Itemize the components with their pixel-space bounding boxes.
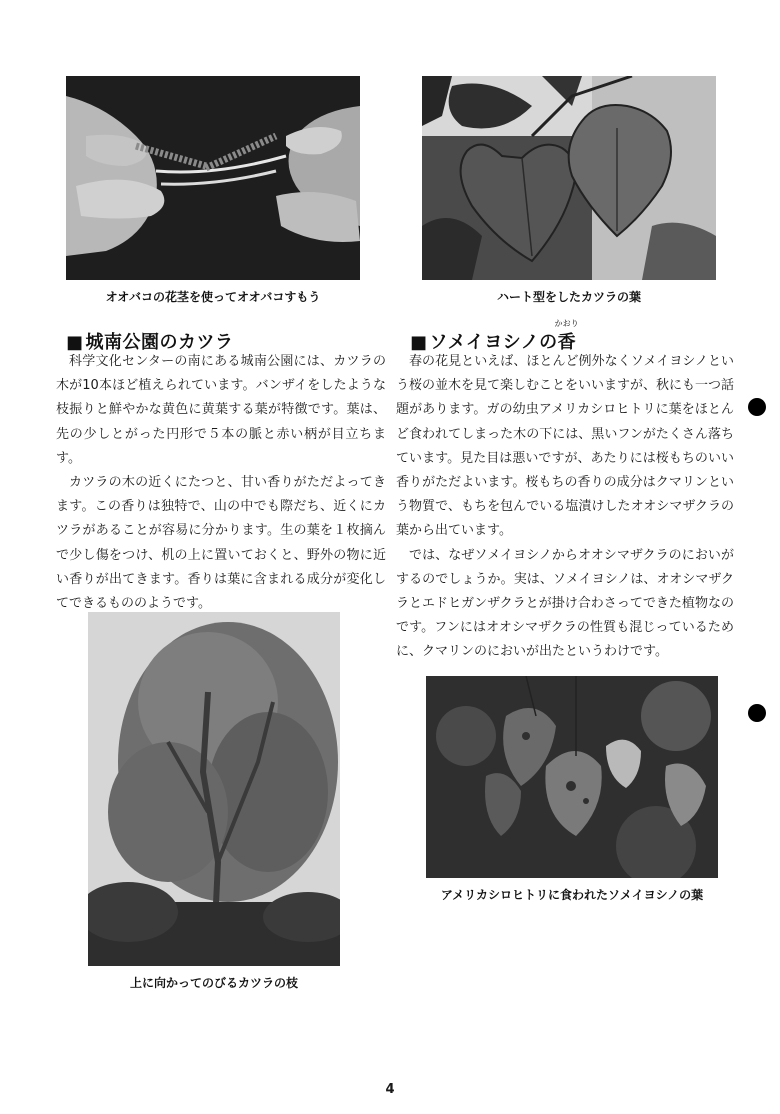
article-paragraph: カツラの木の近くにたつと、甘い香りがただよってきます。この香りは独特で、山の中でも際だち、近くにカツラがあることが容易に分かります。生の葉を１枚摘んで少し傷をつけ、机の上に置いておくと、野外の物に近い香りが出てきます。香りは葉に含まれる成分が変化してできるもののようです。 xyxy=(56,475,386,612)
somei-yoshino-article xyxy=(396,350,734,665)
katsura-leaf-caption: ハート型をしたカツラの葉 xyxy=(496,290,641,304)
heading-text: 城南公園のカツラ xyxy=(85,332,234,353)
heading-square-icon: ■ xyxy=(410,332,428,353)
jonan-park-katsura-article xyxy=(56,350,386,616)
heading-kanji: 香 xyxy=(557,332,577,353)
plantain-sumo-caption: オオバコの花茎を使ってオオバコすもう xyxy=(105,290,321,304)
katsura-leaf-photo xyxy=(422,76,716,280)
margin-dot xyxy=(748,704,766,722)
margin-dot xyxy=(748,398,766,416)
article-paragraph: 春の花見といえば、ほとんど例外なくソメイヨシノという桜の並木を見て楽しむことをいいますが、秋にも一つ話題があります。ガの幼虫アメリカシロヒトリに葉をほとんど食われてしまった木の下には、黒いフンがたくさん落ちています。見た目は悪いですが、あたりには桜もちのいい香りがただよいます。桜もちの香りの成分はクマリンという物質で、もちを包んでいる塩漬けしたオオシマザクラの葉から出ています。 xyxy=(396,354,735,539)
plantain-sumo-photo xyxy=(66,76,360,280)
page-number: 4 xyxy=(385,1082,395,1097)
katsura-tree-photo xyxy=(88,612,340,966)
eaten-cherry-leaf-photo xyxy=(426,676,718,878)
article-paragraph: では、なぜソメイヨシノからオオシマザクラのにおいがするのでしょうか。実は、ソメイヨシノは、オオシマザクラとエドヒガンザクラとが掛け合わさってできた植物なのです。フンにはオオシマザクラの性質も混じっているために、クマリンのにおいが出たというわけです。 xyxy=(396,547,734,660)
heading-square-icon: ■ xyxy=(66,332,84,353)
eaten-cherry-leaf-caption: アメリカシロヒトリに食われたソメイヨシノの葉 xyxy=(440,888,704,902)
heading-ruby-reading: かおり xyxy=(554,319,579,328)
heading-text: ソメイヨシノの xyxy=(429,332,558,353)
katsura-tree-caption: 上に向かってのびるカツラの枝 xyxy=(129,976,298,990)
article-paragraph: 科学文化センターの南にある城南公園には、カツラの木が10本ほど植えられています。バンザイをしたような枝振りと鮮やかな黄色に黄葉する葉が特徴です。葉は、先の少しとがった円形で５本の脈と赤い柄が目立ちます。 xyxy=(56,354,386,466)
